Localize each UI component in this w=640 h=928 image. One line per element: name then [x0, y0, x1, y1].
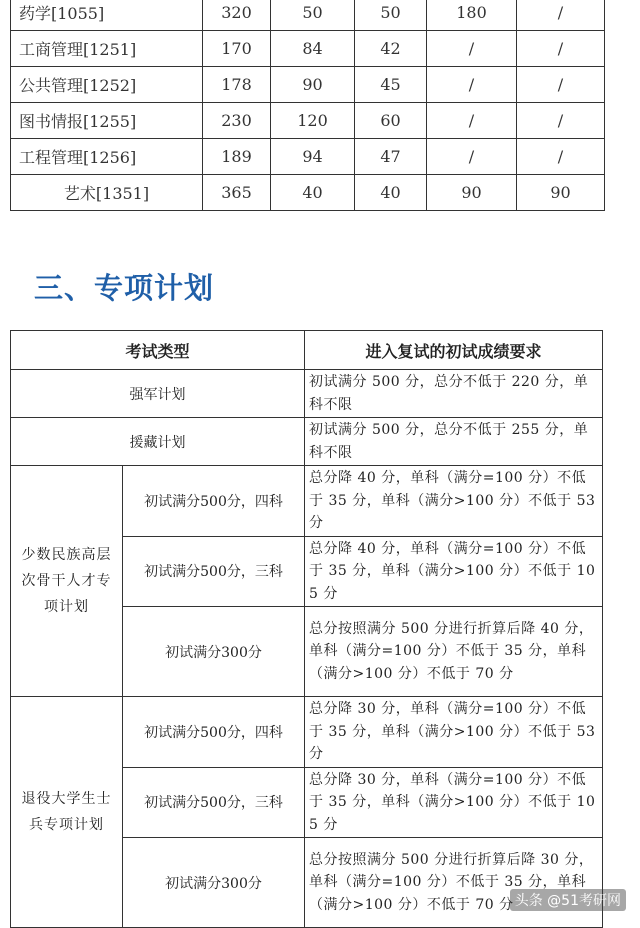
- major-name: 公共管理[1252]: [11, 67, 203, 103]
- score-cell: 320: [203, 0, 271, 31]
- special-plan-table: [10, 330, 603, 928]
- exam-subtype: 初试满分500分，三科: [123, 767, 305, 838]
- score-cell: /: [427, 139, 517, 175]
- score-cell: 120: [271, 103, 355, 139]
- watermark-label: 头条 @51考研网: [510, 889, 626, 911]
- score-cell: /: [517, 67, 605, 103]
- exam-subtype: 初试满分300分: [123, 607, 305, 697]
- score-cell: 84: [271, 31, 355, 67]
- requirement-text: 总分按照满分 500 分进行折算后降 30 分，单科（满分=100 分）不低于 35 分，单科（满分>100 分）不低于 70 分: [305, 838, 603, 928]
- score-cell: /: [517, 0, 605, 31]
- requirement-text: 总分降 40 分，单科（满分=100 分）不低于 35 分，单科（满分>100 分）不低于 105 分: [305, 536, 603, 607]
- exam-subtype: 初试满分300分: [123, 838, 305, 928]
- table-row: [11, 175, 605, 211]
- table-row: [11, 67, 605, 103]
- table-row: [11, 31, 605, 67]
- table-row: [11, 370, 603, 418]
- table-row: [11, 103, 605, 139]
- score-cell: 42: [355, 31, 427, 67]
- score-cell: 50: [271, 0, 355, 31]
- score-cell: 47: [355, 139, 427, 175]
- score-cell: 60: [355, 103, 427, 139]
- score-cell: 94: [271, 139, 355, 175]
- score-cell: 90: [427, 175, 517, 211]
- plan-name: 援藏计划: [11, 418, 305, 466]
- score-cell: 40: [271, 175, 355, 211]
- requirement-text: 初试满分 500 分，总分不低于 255 分，单科不限: [305, 418, 603, 466]
- group-name: 退役大学生士兵专项计划: [11, 697, 123, 928]
- plan-name: 强军计划: [11, 370, 305, 418]
- table-header-row: [11, 331, 603, 370]
- score-cell: 365: [203, 175, 271, 211]
- requirement-text: 总分降 30 分，单科（满分=100 分）不低于 35 分，单科（满分>100 分）不低于 53 分: [305, 697, 603, 768]
- table-row: [11, 139, 605, 175]
- score-cell: 180: [427, 0, 517, 31]
- score-cell: /: [517, 103, 605, 139]
- score-cell: 189: [203, 139, 271, 175]
- major-name: 工商管理[1251]: [11, 31, 203, 67]
- exam-subtype: 初试满分500分，四科: [123, 466, 305, 537]
- table-row: [11, 418, 603, 466]
- exam-subtype: 初试满分500分，三科: [123, 536, 305, 607]
- score-cell: 170: [203, 31, 271, 67]
- score-cell: /: [427, 103, 517, 139]
- score-cell: /: [517, 31, 605, 67]
- column-header-exam-type: 考试类型: [11, 331, 305, 370]
- requirement-text: 总分按照满分 500 分进行折算后降 40 分，单科（满分=100 分）不低于 35 分，单科（满分>100 分）不低于 70 分: [305, 607, 603, 697]
- score-cell: 40: [355, 175, 427, 211]
- table-row: [11, 466, 603, 537]
- score-cell: /: [427, 67, 517, 103]
- score-table: [10, 0, 605, 211]
- score-cell: 50: [355, 0, 427, 31]
- major-name: 药学[1055]: [11, 0, 203, 31]
- major-name: 图书情报[1255]: [11, 103, 203, 139]
- score-cell: 178: [203, 67, 271, 103]
- table-row: [11, 0, 605, 31]
- score-cell: /: [517, 139, 605, 175]
- score-cell: 90: [517, 175, 605, 211]
- group-name: 少数民族高层次骨干人才专项计划: [11, 466, 123, 697]
- score-cell: 45: [355, 67, 427, 103]
- major-name: 工程管理[1256]: [11, 139, 203, 175]
- requirement-text: 总分降 30 分，单科（满分=100 分）不低于 35 分，单科（满分>100 分）不低于 105 分: [305, 767, 603, 838]
- section-title: 三、专项计划: [34, 271, 215, 305]
- column-header-requirement: 进入复试的初试成绩要求: [305, 331, 603, 370]
- requirement-text: 初试满分 500 分，总分不低于 220 分，单科不限: [305, 370, 603, 418]
- table-row: [11, 697, 603, 768]
- score-cell: 230: [203, 103, 271, 139]
- score-cell: /: [427, 31, 517, 67]
- exam-subtype: 初试满分500分，四科: [123, 697, 305, 768]
- major-name: 艺术[1351]: [11, 175, 203, 211]
- score-cell: 90: [271, 67, 355, 103]
- requirement-text: 总分降 40 分，单科（满分=100 分）不低于 35 分，单科（满分>100 分）不低于 53 分: [305, 466, 603, 537]
